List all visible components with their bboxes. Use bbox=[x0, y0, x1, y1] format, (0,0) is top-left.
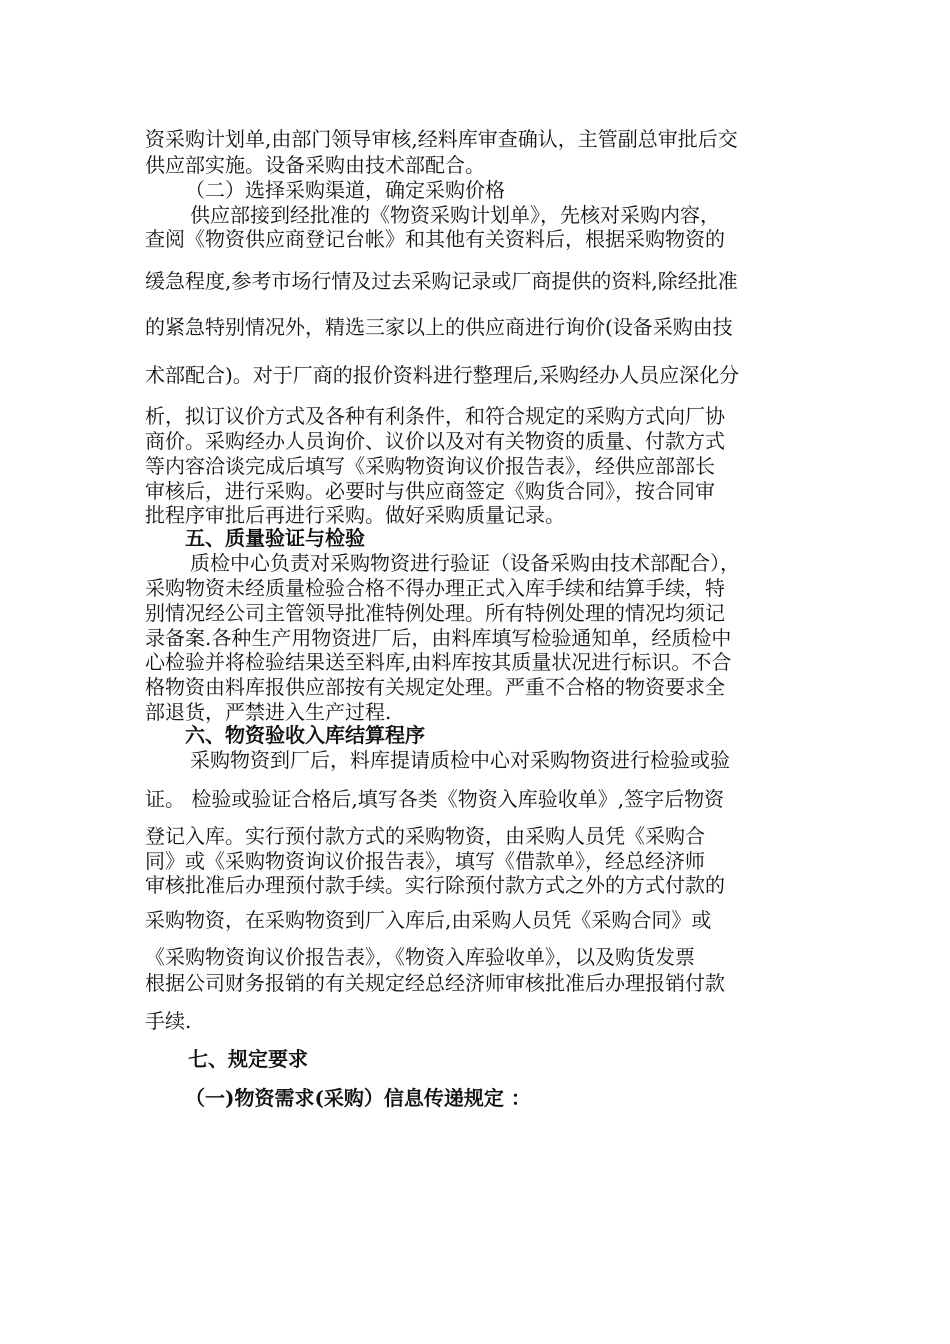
paragraph-line: 证。 检验或验证合格后,填写各类《物资入库验收单》,签字后物资 bbox=[145, 787, 725, 811]
section-heading: 六、物资验收入库结算程序 bbox=[185, 723, 425, 747]
subsection-heading: （一)物资需求(采购）信息传递规定 ： bbox=[185, 1086, 531, 1110]
paragraph-line: 《采购物资询议价报告表》，《物资入库验收单》，以及购货发票 bbox=[145, 945, 695, 969]
paragraph-line: 供应部实施。设备采购由技术部配合。 bbox=[145, 153, 485, 177]
paragraph-line: 登记入库。实行预付款方式的采购物资，由采购人员凭《采购合 bbox=[145, 824, 705, 848]
section-heading: 七、规定要求 bbox=[188, 1047, 308, 1071]
paragraph-line: 采购物资到厂后，料库提请质检中心对采购物资进行检验或验 bbox=[190, 748, 730, 772]
paragraph-line: 析，拟订议价方式及各种有利条件，和符合规定的采购方式向厂协 bbox=[145, 404, 725, 428]
paragraph-line: 采购物资未经质量检验合格不得办理正式入库手续和结算手续，特 bbox=[145, 576, 725, 600]
paragraph-line: 采购物资，在采购物资到厂入库后,由采购人员凭《采购合同》或 bbox=[145, 908, 712, 932]
paragraph-line: 的紧急特别情况外，精选三家以上的供应商进行询价(设备采购由技 bbox=[145, 315, 733, 339]
paragraph-line: 审核后，进行采购。必要时与供应商签定《购货合同》，按合同审 bbox=[145, 479, 715, 503]
paragraph-line: 根据公司财务报销的有关规定经总经济师审核批准后办理报销付款 bbox=[145, 971, 725, 995]
subsection-heading: （二）选择采购渠道，确定采购价格 bbox=[185, 178, 505, 202]
paragraph-line: 商价。采购经办人员询价、议价以及对有关物资的质量、付款方式 bbox=[145, 429, 725, 453]
paragraph-line: 部退货，严禁进入生产过程. bbox=[145, 700, 392, 724]
paragraph-line: 同》或《采购物资询议价报告表》，填写《借款单》，经总经济师 bbox=[145, 849, 705, 873]
paragraph-line: 心检验并将检验结果送至料库,由料库按其质量状况进行标识。不合 bbox=[145, 650, 732, 674]
section-heading: 五、质量验证与检验 bbox=[185, 526, 365, 550]
paragraph-line: 供应部接到经批准的《物资采购计划单》，先核对采购内容， bbox=[190, 203, 720, 227]
paragraph-line: 术部配合)。对于厂商的报价资料进行整理后,采购经办人员应深化分 bbox=[145, 363, 740, 387]
paragraph-line: 查阅《物资供应商登记台帐》和其他有关资料后，根据采购物资的 bbox=[145, 227, 725, 251]
paragraph-line: 录备案.各种生产用物资进厂后，由料库填写检验通知单，经质检中 bbox=[145, 626, 732, 650]
paragraph-line: 等内容洽谈完成后填写《采购物资询议价报告表》，经供应部部长 bbox=[145, 454, 715, 478]
paragraph-line: 资采购计划单,由部门领导审核,经料库审查确认，主管副总审批后交 bbox=[145, 127, 738, 151]
paragraph-line: 别情况经公司主管领导批准特例处理。所有特例处理的情况均须记 bbox=[145, 601, 725, 625]
paragraph-line: 格物资由料库报供应部按有关规定处理。严重不合格的物资要求全 bbox=[145, 675, 725, 699]
paragraph-line: 质检中心负责对采购物资进行验证（设备采购由技术部配合）， bbox=[190, 551, 740, 575]
paragraph-line: 手续. bbox=[145, 1009, 192, 1033]
paragraph-line: 缓急程度,参考市场行情及过去采购记录或厂商提供的资料,除经批准 bbox=[145, 269, 738, 293]
paragraph-line: 批程序审批后再进行采购。做好采购质量记录。 bbox=[145, 503, 565, 527]
paragraph-line: 审核批准后办理预付款手续。实行除预付款方式之外的方式付款的 bbox=[145, 873, 725, 897]
